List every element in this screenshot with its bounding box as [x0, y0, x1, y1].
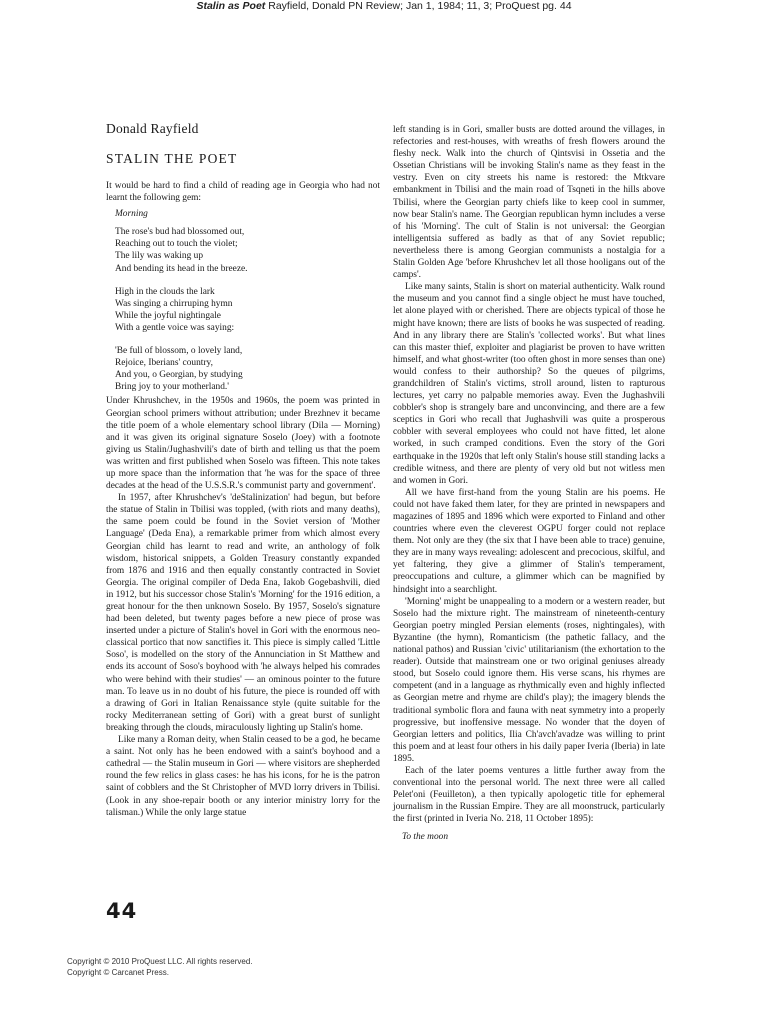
page-number: 44 — [106, 899, 138, 923]
body-paragraph: In 1957, after Khrushchev's 'deStalinization' had begun, but before the statue of Stalin in Tbilisi was toppled, (with riots and many deaths), the same poem could be found in the Soviet version of 'Mother Language' (Deda Ena), a remarkable primer from which almost every Georgian child has learnt to read and write, an anthology of folk wisdom, historical snippets, a Golden Treasury constantly expanded from 1876 and 1916 and then equally constantly contracted in Soviet Georgia. The original compiler of Deda Ena, Iakob Gogebashvili, died in 1912, but his successor chose Stalin's 'Morning' for the 1916 edition, a great honour for the then unknown Soselo. By 1957, Soselo's signature had been deleted, but twenty pages before a new piece of prose was inserted under a picture of Stalin's hovel in Gori with the enormous neo-classical portico that now sanctifies it. This piece is simply called 'Little Soso', is modelled on the story of the Annunciation in St Matthew and ends its account of Soso's boyhood with 'he always helped his comrades who were behind with their studies' — an ominous pointer to the future man. To leave us in no doubt of his future, the piece is rounded off with a drawing of Gori in Italian Renaissance style (quite suitable for the rocky Mediterranean setting of Gori) with a great burst of sunlight breaking through the clouds, miraculously lighting up Stalin's home. — [106, 493, 380, 733]
copyright-footer — [67, 957, 253, 978]
citation-header — [0, 0, 768, 13]
body-paragraph: 'Morning' might be unappealing to a modern or a western reader, but Soselo had the mixture right. The mainstream of nineteenth-century Georgian poetry mingled Persian elements (roses, nightingales), with Byzantine (the hymn), Romanticism (the pathetic fallacy, and the national pathos) and Russian 'civic' utilitarianism (the exhortation to the reader). Outside that mainstream one or two original geniuses already stood, but Soselo could ignore them. His verse scans, his rhymes are competent (and in a language as rhythmically even and highly inflected as Georgian metre and rhyme are child's play); the imagery blends the traditional symbolic flora and fauna with neat symmetry into a properly progressive, but inoffensive message. No wonder that the doyen of Georgian letters and politics, Ilia Ch'avch'avadze was willing to print this poem and at least four others in his daily paper Iveria (Iberia) in late 1895. — [393, 596, 665, 764]
poem-line: High in the clouds the lark — [115, 286, 215, 297]
poem-stanza — [115, 226, 380, 274]
article-title: STALIN THE POET — [106, 151, 238, 166]
poem-morning — [115, 208, 380, 393]
poem-line: 'Be full of blossom, o lovely land, — [115, 346, 243, 357]
body-paragraph: Each of the later poems ventures a little further away from the conventional into the personal world. The next three were all called Pelet'oni (Feuilleton), a then typically apologetic title for ephemeral journalism in the Russian Empire. They are all moonstruck, particularly the first (printed in Iveria No. 218, 11 October 1895): — [393, 765, 665, 825]
poem-line: While the joyful nightingale — [115, 310, 221, 321]
article-author: Donald Rayfield — [106, 121, 199, 136]
poem-line: The lily was waking up — [115, 251, 204, 262]
citation-details: Rayfield, Donald PN Review; Jan 1, 1984; 11, 3; ProQuest pg. 44 — [265, 0, 572, 12]
body-paragraph: Like many saints, Stalin is short on material authenticity. Walk round the museum and you cannot find a single object he must have touched, let alone played with or cherished. There are objects typical of those he might have known; there are lists of books he was suspected of reading. And in any library there are Stalin's 'collected works'. But what lines can this master thief, exploiter and plagiarist be proven to have written himself, and what ghost-writer (too often ghost in more senses than one) would confess to their authorship? So the queues of pilgrims, grandchildren of Stalin's victims, stroll around, listen to rapturous lectures, yet carry no palpable memories away. Even the Jughashvili cobbler's shop is strangely bare and unconvincing, and there are a few sceptics in Gori who recall that Jughashvili was quite a prosperous cobbler with several employees who could not have fitted, let alone worked, in such cramped conditions. Even the story of the Gori earthquake in the 1920s that left only Stalin's house still standing lacks a credible witness, and there are plenty of very old but not witless men and women in Gori. — [393, 282, 665, 486]
poem-line: And you, o Georgian, by studying — [115, 370, 243, 381]
citation-title: Stalin as Poet — [196, 0, 266, 12]
left-column — [106, 121, 380, 819]
intro-paragraph: It would be hard to find a child of reading age in Georgia who had not learnt the following gem: — [106, 181, 380, 204]
body-paragraph: left standing is in Gori, smaller busts are dotted around the villages, in refectories and rest-houses, with wreaths of fresh flowers around the fleshy neck. Walk into the church of Qintsvisi in Ossetia and the Ossetian Christians will be invoking Stalin's name as they feast in the vestry. Even on city streets his name is restored: the Mtkvare embankment in Tbilisi and the main road of Tsqneti in the hills above Tbilisi, where the Georgian party chiefs like to keep cool in summer, now bear Stalin's name. The Georgian republican hymn includes a verse of his 'Morning'. The cult of Stalin is not universal: the Georgian intelligentsia suffered as badly as that of any Soviet republic; nevertheless there is among Georgian communists a nostalgia for a Stalin Golden Age 'before Khrushchev let all those hooligans out of the camps'. — [393, 125, 665, 281]
poem-line: And bending its head in the breeze. — [115, 263, 248, 274]
poem-line: Bring joy to your motherland.' — [115, 382, 229, 393]
poem-line: Reaching out to touch the violet; — [115, 239, 238, 250]
body-paragraph: Like many a Roman deity, when Stalin ceased to be a god, he became a saint. Not only has he been endowed with a saint's boyhood and a cathedral — the Stalin museum in Gori — where visitors are shepherded round the few relics in glass cases: he has his icons, for he is the patron saint of cobblers and the St Christopher of MVD lorry drivers in Tbilisi. (Look in any shoe-repair booth or any interior ministry lorry for the talisman.) While the only large statue — [106, 735, 380, 818]
body-paragraph: All we have first-hand from the young Stalin are his poems. He could not have faked them later, for they are printed in newspapers and magazines of 1895 and 1896 which were exported to Finland and other countries where even the cleverest OGPU forger could not replace them. Not only are they (the six that I have been able to trace) genuine, they are in many ways revealing: adolescent and precocious, skilful, and yet faltering, they give a glimmer of Stalin's temperament, preoccupations and culture, a glimmer which can be magnified by hindsight into a searchlight. — [393, 487, 665, 595]
copyright-line: Copyright © Carcanet Press. — [67, 967, 169, 977]
right-column — [393, 124, 665, 844]
poem-title: Morning — [115, 209, 148, 220]
copyright-line: Copyright © 2010 ProQuest LLC. All rights reserved. — [67, 957, 253, 966]
poem-line: Rejoice, Iberians' country, — [115, 358, 213, 369]
poem-line: Was singing a chirruping hymn — [115, 298, 233, 309]
next-poem-title: To the moon — [402, 832, 449, 843]
poem-line: With a gentle voice was saying: — [115, 322, 235, 333]
body-paragraph: Under Khrushchev, in the 1950s and 1960s, the poem was printed in Georgian school primers without attribution; under Brezhnev it became the title poem of a whole elementary school library (Dila — Morning) and it was given its original signature Soselo (Joey) with a footnote giving us Stalin/Jughashvili's date of birth and telling us that the poem was written and first published when Soselo was fifteen. This note takes up more space than the information that 'he was for the space of three decades at the head of the U.S.S.R.'s communist party and government'. — [106, 396, 380, 492]
poem-stanza — [115, 345, 380, 393]
poem-line: The rose's bud had blossomed out, — [115, 227, 245, 238]
poem-stanza — [115, 286, 380, 334]
